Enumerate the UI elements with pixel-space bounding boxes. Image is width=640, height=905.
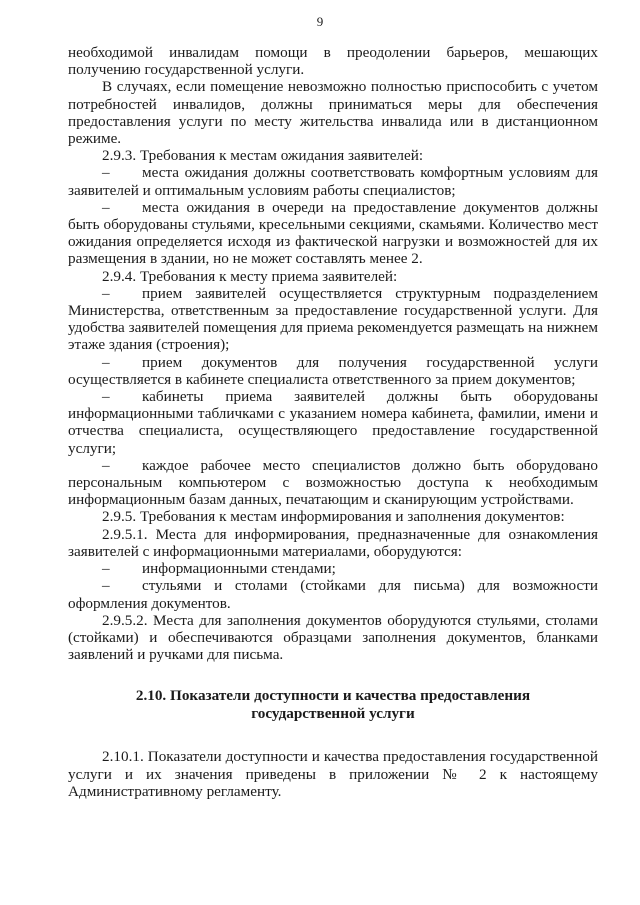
list-item [68, 285, 598, 354]
section-heading-2-9-3: 2.9.3. Требования к местам ожидания заявителей: [102, 147, 424, 165]
dash-marker: – [102, 164, 110, 182]
paragraph: В случаях, если помещение невозможно полностью приспособить с учетом потребностей инвалидов, должны приниматься меры для обеспечения предоставления услуги по месту жительства инвалида или в дистанционном режиме. [68, 78, 598, 148]
list-item-text: информационными стендами; [142, 560, 336, 578]
section-title-line: 2.10. Показатели доступности и качества предоставления [135, 687, 531, 705]
list-item-text: кабинеты приема заявителей должны быть оборудованы информационными табличками с указанием номера кабинета, фамилии, имени и отчества специалиста, осуществляющего предоставление государственной услуги; [68, 388, 598, 457]
section-heading-2-9-5: 2.9.5. Требования к местам информирования и заполнения документов: [102, 508, 565, 526]
dash-marker: – [102, 388, 110, 406]
section-heading-2-9-4: 2.9.4. Требования к месту приема заявителей: [102, 267, 398, 285]
dash-marker: – [102, 353, 110, 371]
dash-marker: – [102, 198, 110, 216]
document-body [68, 44, 598, 800]
dash-marker: – [102, 284, 110, 302]
list-item [68, 199, 598, 268]
list-item [68, 354, 598, 388]
page-number: 9 [316, 14, 324, 29]
dash-marker: – [102, 577, 110, 595]
list-item-text: места ожидания в очереди на предоставление документов должны быть оборудованы стульями, кресельными секциями, скамьями. Количество мест ожидания определяется исходя из фактической нагрузки и возможностей для их размещения в здании, но не может составлять менее 2. [68, 198, 598, 268]
list-item [68, 457, 598, 509]
paragraph: 2.9.5.1. Места для информирования, предназначенные для ознакомления заявителей с информационными материалами, оборудуются: [68, 525, 598, 560]
list-item-text: стульями и столами (стойками для письма) для возможности оформления документов. [68, 577, 598, 612]
dash-marker: – [102, 560, 110, 578]
list-item-text: прием заявителей осуществляется структурным подразделением Министерства, ответственным за предоставление государственной услуги. Для удобства заявителей помещения для приема рекомендуется размещать на нижнем этаже здания (строения); [68, 284, 598, 354]
list-item [68, 560, 598, 577]
paragraph: 2.9.5.2. Места для заполнения документов оборудуются стульями, столами (стойками) и обеспечиваются образцами заполнения документов, бланками заявлений и ручками для письма. [68, 611, 598, 664]
section-title-line: государственной услуги [251, 704, 415, 722]
list-item-text: прием документов для получения государственной услуги осуществляется в кабинете специалиста ответственного за прием документов; [68, 353, 598, 388]
section-title-2-10 [68, 687, 598, 722]
dash-marker: – [102, 456, 110, 474]
list-item [68, 164, 598, 198]
list-item-text: места ожидания должны соответствовать комфортным условиям для заявителей и оптимальным условиям работы специалистов; [68, 164, 598, 199]
list-item [68, 577, 598, 611]
paragraph: 2.10.1. Показатели доступности и качества предоставления государственной услуги и их значения приведены в приложении № 2 к настоящему Административному регламенту. [68, 748, 598, 800]
list-item [68, 388, 598, 457]
list-item-text: каждое рабочее место специалистов должно быть оборудовано персональным компьютером с возможностью доступа к необходимым информационным базам данных, печатающим и сканирующим устройствами. [68, 456, 598, 509]
paragraph: необходимой инвалидам помощи в преодолении барьеров, мешающих получению государственной услуги. [68, 44, 598, 79]
